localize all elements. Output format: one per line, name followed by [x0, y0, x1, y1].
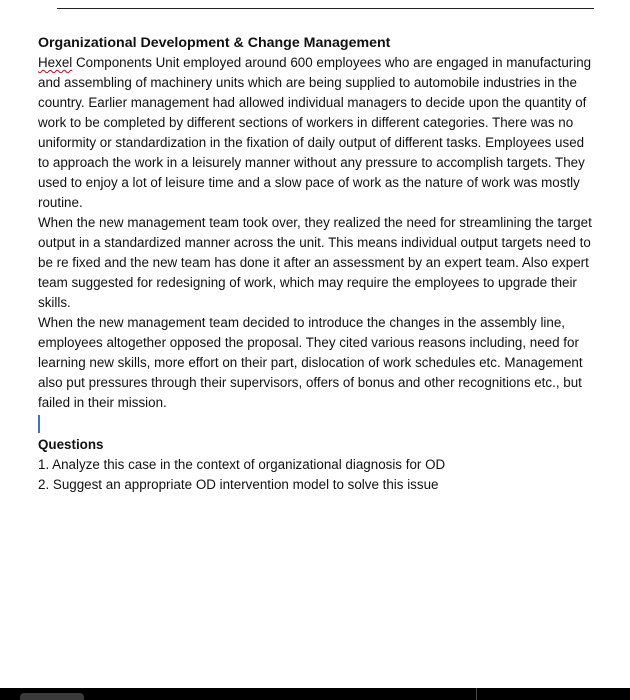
document-body[interactable]: [38, 33, 598, 495]
bottom-bar-divider: [476, 688, 477, 700]
questions-list: [38, 455, 598, 495]
bottom-tab[interactable]: [20, 693, 84, 700]
paragraph-2: When the new management team took over, they realized the need for streamlining the target output in a standardized manner across the unit. This means individual output targets need to be re fixed and the new team has done it after an assessment by an expert team. Also expert team suggested for redesigning of work, which may require the employees to upgrade their skills.: [38, 215, 592, 310]
misspelled-word[interactable]: Hexel: [38, 55, 73, 70]
question-item: 2. Suggest an appropriate OD intervention model to solve this issue: [38, 477, 439, 492]
bottom-bar: [0, 688, 630, 700]
question-item: 1. Analyze this case in the context of organizational diagnosis for OD: [38, 457, 446, 472]
paragraph-3: When the new management team decided to introduce the changes in the assembly line, employees altogether opposed the proposal. They cited various reasons including, need for learning new skills, more effort on their part, dislocation of work schedules etc. Management also put pressures through their supervisors, offers of bonus and other recognitions etc., but failed in their mission.: [38, 315, 583, 410]
paragraph-1-text: Components Unit employed around 600 employees who are engaged in manufacturing and assembling of machinery units which are being supplied to automobile industries in the country. Earlier management had allowed individual managers to decide upon the quantity of work to be completed by different sections of workers in different categories. There was no uniformity or standardization in the fixation of daily output of different tasks. Employees used to approach the work in a leisurely manner without any pressure to accomplish targets. They used to enjoy a lot of leisure time and a slow pace of work as the nature of work was mostly routine.: [38, 55, 592, 210]
text-cursor: [38, 415, 40, 433]
questions-heading: Questions: [38, 437, 104, 452]
document-title: Organizational Development & Change Management: [38, 35, 391, 51]
top-divider: [57, 8, 594, 9]
paragraph-1: [38, 53, 598, 213]
